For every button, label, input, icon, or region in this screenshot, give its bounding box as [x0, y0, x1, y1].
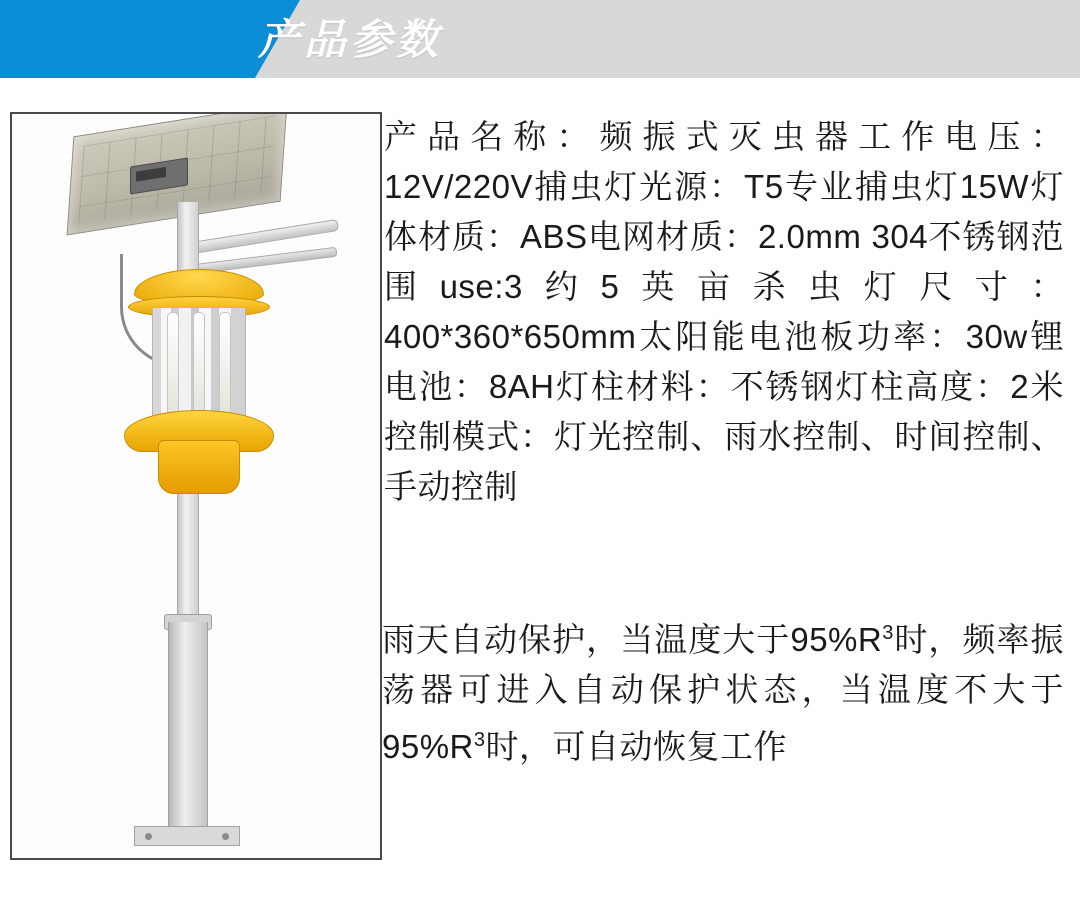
page-header [0, 0, 1080, 78]
note-line-1: 雨天自动保护，当温度大于95%R [382, 621, 883, 658]
protection-note [382, 608, 1064, 772]
product-image-frame [10, 112, 382, 860]
content-area [0, 78, 1080, 904]
base-plate-graphic [134, 826, 240, 846]
note-line-2: 时，频率振荡器可进入自动保护状态，当温度不大于95%R [382, 621, 1065, 765]
lamp-collector-cup-graphic [158, 440, 240, 494]
pole-base-graphic [168, 622, 208, 834]
lamp-tube-graphic [167, 312, 179, 418]
product-photo [12, 114, 380, 858]
lamp-cage-graphic [152, 308, 246, 420]
lamp-tube-graphic [219, 312, 231, 418]
note-sup-2: 3 [473, 729, 486, 751]
specification-paragraph: 产品名称：频振式灭虫器工作电压：12V/220V捕虫灯光源：T5专业捕虫灯15W灯体材质：ABS电网材质：2.0mm 304不锈钢范围use:3约5英亩杀虫灯尺寸：400*360*650mm太阳能电池板功率：30w锂电池：8AH灯柱材料：不锈钢灯柱高度：2米控制模式：灯光控制、雨水控制、时间控制、手动控制 [384, 118, 1064, 505]
note-sup-1: 3 [882, 622, 894, 644]
page-title: 产品参数 [258, 16, 443, 63]
lamp-tube-graphic [193, 312, 205, 418]
note-line-3: 时，可自动恢复工作 [485, 728, 788, 765]
specification-text-column [382, 112, 1064, 772]
